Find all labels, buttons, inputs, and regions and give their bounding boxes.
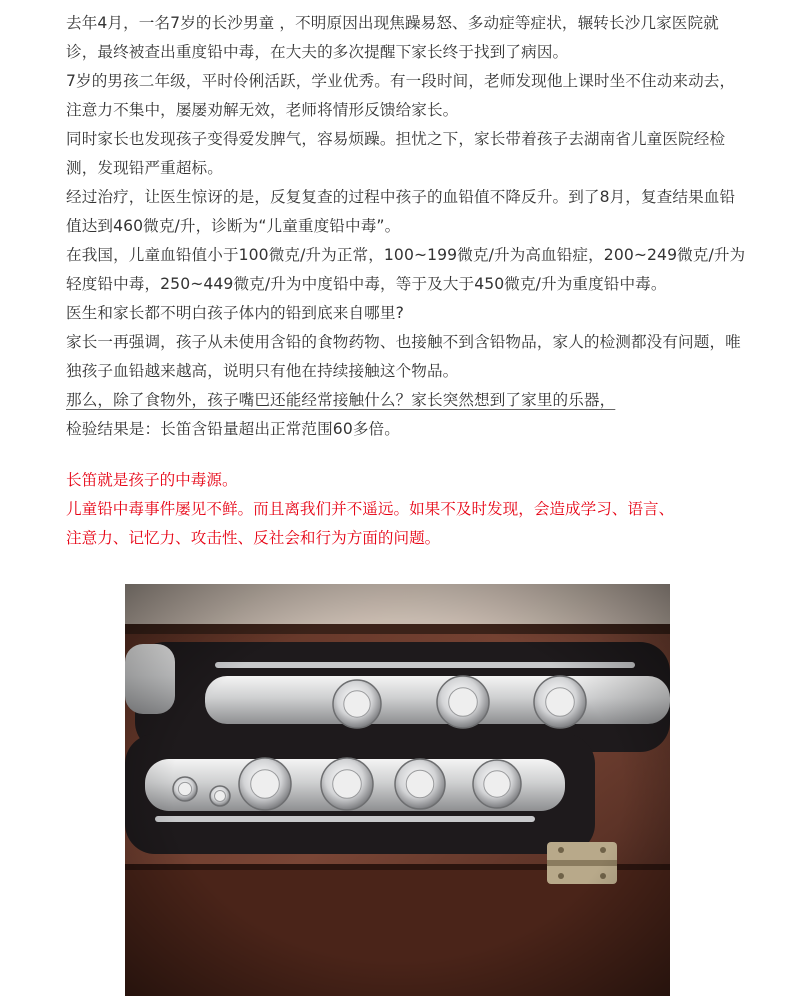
paragraph-8: 那么，除了食物外，孩子嘴巴还能经常接触什么？家长突然想到了家里的乐器， <box>66 391 616 409</box>
highlight-block <box>66 466 746 553</box>
flute-in-case-image <box>125 584 670 996</box>
highlight-line-1: 长笛就是孩子的中毒源。 <box>66 471 238 489</box>
paragraph-4: 经过治疗，让医生惊讶的是，反复复查的过程中孩子的血铅值不降反升。到了8月，复查结果血铅值达到460微克/升，诊断为“儿童重度铅中毒”。 <box>66 188 736 235</box>
article-body <box>66 9 746 444</box>
paragraph-7: 家长一再强调，孩子从未使用含铅的食物药物、也接触不到含铅物品，家人的检测都没有问题，唯独孩子血铅越来越高，说明只有他在持续接触这个物品。 <box>66 333 741 380</box>
highlight-line-3: 注意力、记忆力、攻击性、反社会和行为方面的问题。 <box>66 529 441 547</box>
paragraph-9: 检验结果是：长笛含铅量超出正常范围60多倍。 <box>66 420 400 438</box>
paragraph-5: 在我国，儿童血铅值小于100微克/升为正常，100~199微克/升为高血铅症，200~249微克/升为轻度铅中毒，250~449微克/升为中度铅中毒，等于及大于450微克/升为重度铅中毒。 <box>66 246 746 293</box>
paragraph-2: 7岁的男孩二年级，平时伶俐活跃，学业优秀。有一段时间，老师发现他上课时坐不住动来动去，注意力不集中，屡屡劝解无效，老师将情形反馈给家长。 <box>66 72 736 119</box>
paragraph-6: 医生和家长都不明白孩子体内的铅到底来自哪里? <box>66 304 404 322</box>
photo-vignette <box>125 584 670 996</box>
highlight-line-2: 儿童铅中毒事件屡见不鲜。而且离我们并不遥远。如果不及时发现，会造成学习、语言、 <box>66 500 675 518</box>
flute-photo <box>125 584 670 996</box>
paragraph-3: 同时家长也发现孩子变得爱发脾气，容易烦躁。担忧之下，家长带着孩子去湖南省儿童医院经检测，发现铅严重超标。 <box>66 130 726 177</box>
paragraph-1: 去年4月，一名7岁的长沙男童 ，不明原因出现焦躁易怒、多动症等症状，辗转长沙几家医院就诊，最终被查出重度铅中毒，在大夫的多次提醒下家长终于找到了病因。 <box>66 14 719 61</box>
